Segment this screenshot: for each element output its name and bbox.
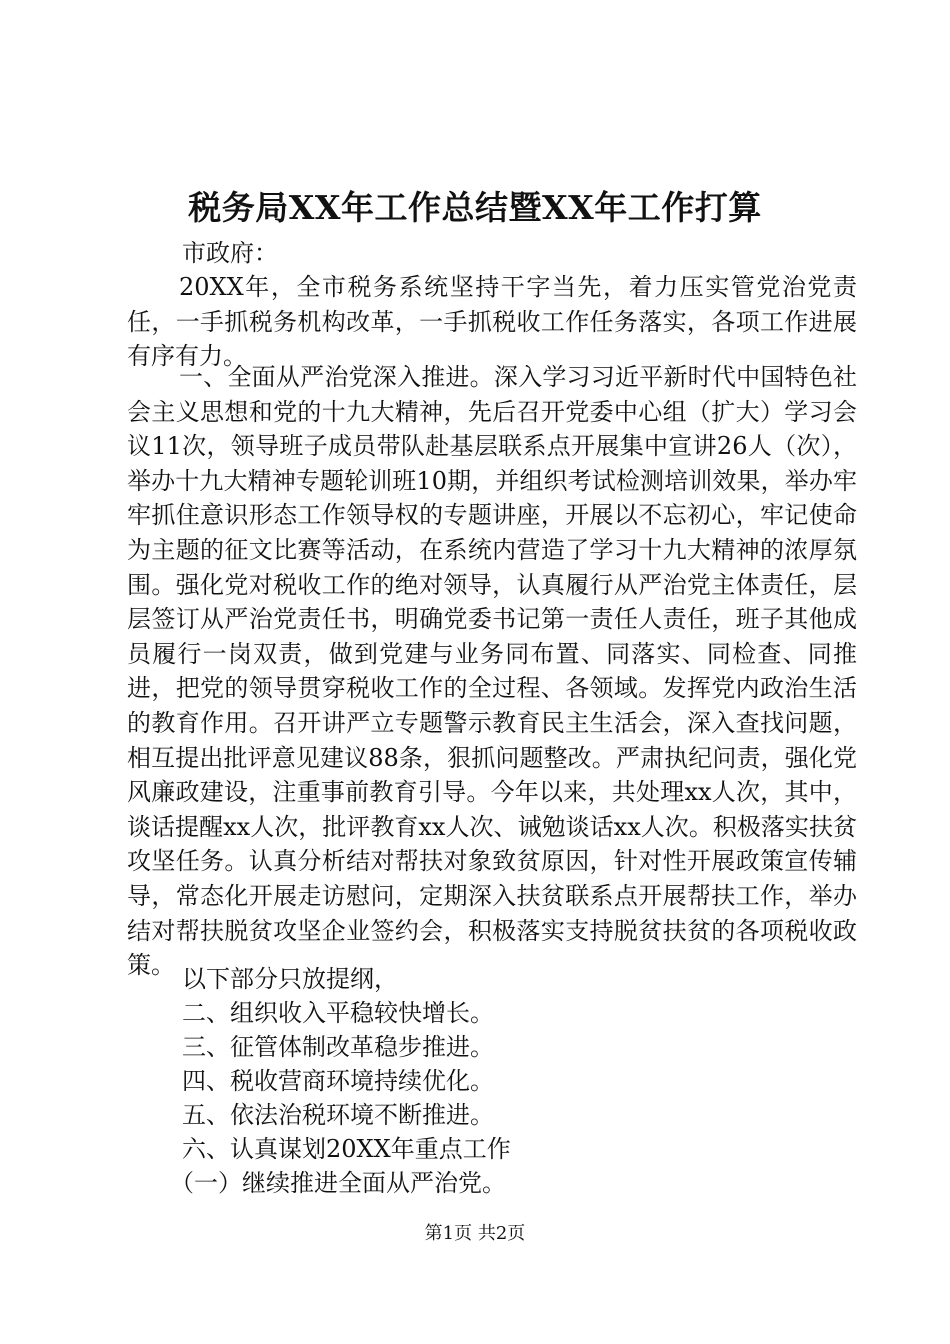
salutation: 市政府： — [182, 239, 278, 267]
outline-item: 五、依法治税环境不断推进。 — [182, 1101, 494, 1129]
outline-item: 二、组织收入平稳较快增长。 — [182, 999, 494, 1027]
outline-note: 以下部分只放提纲， — [182, 965, 398, 993]
outline-item: 四、税收营商环境持续优化。 — [182, 1067, 494, 1095]
body-paragraph-section-one: 一、全面从严治党深入推进。深入学习习近平新时代中国特色社会主义思想和党的十九大精神，先后召开党委中心组（扩大）学习会议11次，领导班子成员带队赴基层联系点开展集中宣讲26人（次），举办十九大精神专题轮训班10期，并组织考试检测培训效果，举办牢牢抓住意识形态工作领导权的专题讲座，开展以不忘初心，牢记使命为主题的征文比赛等活动，在系统内营造了学习十九大精神的浓厚氛围。强化党对税收工作的绝对领导，认真履行从严治党主体责任，层层签订从严治党责任书，明确党委书记第一责任人责任，班子其他成员履行一岗双责，做到党建与业务同布置、同落实、同检查、同推进，把党的领导贯穿税收工作的全过程、各领域。发挥党内政治生活的教育作用。召开讲严立专题警示教育民主生活会，深入查找问题，相互提出批评意见建议88条，狠抓问题整改。严肃执纪问责，强化党风廉政建设，注重事前教育引导。今年以来，共处理xx人次，其中，谈话提醒xx人次，批评教育xx人次、诫勉谈话xx人次。积极落实扶贫攻坚任务。认真分析结对帮扶对象致贫原因，针对性开展政策宣传辅导，常态化开展走访慰问，定期深入扶贫联系点开展帮扶工作，举办结对帮扶脱贫攻坚企业签约会，积极落实支持脱贫扶贫的各项税收政策。 — [127, 363, 857, 980]
outline-item: 六、认真谋划20XX年重点工作 — [182, 1135, 511, 1163]
outline-subitem: （一）继续推进全面从严治党。 — [170, 1169, 506, 1197]
body-paragraph-intro: 20XX年，全市税务系统坚持干字当先，着力压实管党治党责任，一手抓税务机构改革，一手抓税收工作任务落实，各项工作进展有序有力。 — [127, 273, 857, 371]
page-footer: 第1页 共2页 — [424, 1223, 526, 1244]
document-title: 税务局XX年工作总结暨XX年工作打算 — [188, 188, 762, 227]
outline-item: 三、征管体制改革稳步推进。 — [182, 1033, 494, 1061]
